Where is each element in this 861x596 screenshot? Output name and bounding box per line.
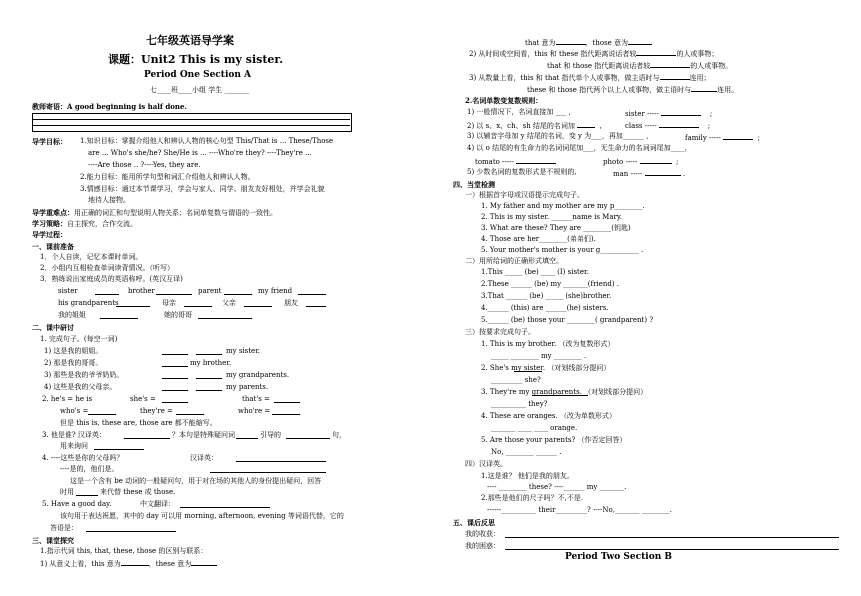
motto-divider <box>32 119 350 120</box>
vocab-blank[interactable] <box>184 299 214 310</box>
test-item: 3.That ______ (be) _____ (she)brother. <box>481 292 612 300</box>
motto-label: 教师寄语： <box>32 102 67 111</box>
plural-rule: 1) 一般情况下，名词直接加 ___ ， <box>467 108 576 116</box>
answer-blank[interactable] <box>196 383 224 394</box>
answer-blank[interactable] <box>162 371 190 382</box>
test-item: 3. What are these? They are ________(钥匙) <box>481 224 631 232</box>
plural-example: sister ----- ; <box>625 110 713 118</box>
test-item: ---- ________ these? ----______ my _______. <box>487 483 627 491</box>
question-4-answer: ----是的，他们是。 <box>60 465 119 473</box>
explore-text: that 和 those 指代距离说话者较 <box>547 62 651 70</box>
motto-text: A good beginning is half done. <box>67 102 187 111</box>
answer-blank[interactable] <box>94 442 146 453</box>
contraction-note: 但是 this is, these are, those are 都不能缩写。 <box>60 419 217 427</box>
question-4-label: 汉译英： <box>190 454 218 462</box>
answer-blank[interactable] <box>640 156 672 164</box>
test-item: 5. Your mother's mother is your g___________ . <box>481 246 644 254</box>
plural-rule: 3) 以辅音字母加 y 结尾的名词，变 y 为___，再加______ ， <box>467 132 653 140</box>
page-title: 七年级英语导学案 <box>146 34 234 47</box>
underline-mark <box>532 395 588 396</box>
prep-step: 1．个人自读，记忆本课时单词。 <box>40 253 143 261</box>
test-item: ------__________ their_________? ----No,_______ ________. <box>487 506 672 514</box>
answer-blank[interactable] <box>661 108 701 116</box>
explore-text: 3) 从数量上看，this 和 that 指代单个人或事物，做主语时与 <box>469 74 660 82</box>
vocab-item: 她的哥哥 <box>164 311 192 319</box>
plural-word: sister ----- <box>625 110 659 118</box>
contraction-item: 2. he's = he is <box>42 395 93 403</box>
plural-word: family ----- <box>685 134 721 142</box>
keypoints <box>32 208 277 218</box>
goals-label: 导学目标： <box>32 137 67 146</box>
test-item: 1.This _____ (be) ____ (I) sister. <box>481 268 589 276</box>
plural-rule: 2) 以 s、x、ch、sh 结尾的名词加 , <box>467 122 602 130</box>
answer-blank[interactable] <box>556 37 586 45</box>
plural-example <box>475 156 556 167</box>
answer-blank[interactable] <box>636 48 676 56</box>
answer-blank[interactable] <box>723 132 753 140</box>
explore-text: 连用； <box>689 74 711 82</box>
plural-example: class ----- ; <box>625 122 711 130</box>
reflection-gain-label: 我的收获： <box>465 530 500 538</box>
plural-rule: 5) 少数名词的复数形式是不规则的, <box>467 168 577 176</box>
prep-step: 3．熟练说出家庭成员的英语称呼。(英汉互译) <box>40 275 183 283</box>
goals-line: 地待人接物。 <box>88 196 130 204</box>
vocab-blank[interactable] <box>156 287 194 298</box>
test-part-title: 一）根据首字母或汉语提示完成句子。 <box>465 191 584 199</box>
strategy-label: 学习策略： <box>32 219 67 228</box>
answer-blank[interactable] <box>516 156 556 164</box>
test-part-title: 三）按要求完成句子。 <box>465 328 535 336</box>
test-item: 1.这是谁？ 他们是我的朋友。 <box>481 472 574 480</box>
reflection-gain-line[interactable] <box>505 537 839 538</box>
test-item: _____ ________ my ________ . <box>491 352 587 360</box>
goals-line: 2.能力目标：能用所学句型和词汇介绍他人和辨认人物。 <box>80 173 255 181</box>
motto-box <box>32 113 352 132</box>
explore-line <box>469 72 711 83</box>
answer-blank[interactable] <box>272 407 302 418</box>
answer-blank[interactable] <box>88 407 118 418</box>
class-info: 七____班____小组 学生 _______ <box>150 86 249 94</box>
explore-line <box>527 84 738 95</box>
contraction-item: who's = <box>60 407 89 415</box>
goals-line: ----Are those .. ?----Yes, they are. <box>88 161 201 169</box>
goals-line: are ... Who's she/he? She/He is ... ----Who're they? ----They're ... <box>88 149 312 157</box>
test-part-title: 二）用所给词的正确形式填空。 <box>465 257 563 265</box>
vocab-item: sister <box>58 287 78 295</box>
answer-blank[interactable] <box>162 383 190 394</box>
question-4: 4. ----这些是你的父母吗？ <box>42 454 124 462</box>
test-item: No, ________ ______ . <box>491 448 562 456</box>
section-2-title: 二、课中研讨 <box>32 323 74 332</box>
contraction-item: who're = <box>238 407 271 415</box>
answer-blank[interactable] <box>274 395 302 406</box>
plural-example: photo ----- ; <box>603 158 679 166</box>
answer-blank[interactable] <box>176 407 206 418</box>
reflection-confusion-label: 我的困惑： <box>465 542 500 550</box>
reflection-confusion-line[interactable] <box>505 549 839 550</box>
plural-rule-text: 2) 以 s、x、ch、sh 结尾的名词加 <box>467 122 575 130</box>
strategy <box>32 219 137 229</box>
explore-text: 的人或事物。 <box>690 62 733 70</box>
vocab-item: parent <box>198 287 222 295</box>
goals-line: 1.知识目标：掌握介绍他人和辨认人物的核心句型 This/That is ... These/Those <box>80 137 334 145</box>
exercise-instruction: 1. 完成句子。(每空一词) <box>40 335 118 343</box>
explore-line <box>525 37 652 48</box>
question-3-text: 句， <box>332 431 346 439</box>
test-item: 5. Are those your parents? （作否定回答） <box>481 436 627 444</box>
explore-text: 1) 从意义上看，this 意为 <box>40 560 121 568</box>
exercise-item-en: my sister. <box>226 347 260 355</box>
test-item: 5.______ (be) those your ________( grandparent) ? <box>481 316 654 324</box>
note-text: 时用 <box>60 488 74 496</box>
vocab-item: 我的姐姐 <box>58 311 86 319</box>
motto-divider <box>32 125 350 126</box>
explore-question: 1.指示代词 this, that, these, those 的区别与联系： <box>40 547 208 555</box>
goals-line: 3.情感目标：通过本节课学习，学会与家人、同学、朋友友好相处，并学会礼貌 <box>80 185 325 193</box>
plural-word: man ----- <box>613 170 643 178</box>
topic-text: Unit2 This is my sister. <box>141 53 284 66</box>
vocab-blank[interactable] <box>100 311 140 322</box>
vocab-blank[interactable] <box>244 299 274 310</box>
plural-word: tomato ----- <box>475 158 514 166</box>
exercise-item-cn: 4) 这些是我的父母亲。 <box>44 383 117 391</box>
exercise-item-en: my grandparents. <box>226 371 290 379</box>
plural-rules-title: 2.名词单数变复数规则： <box>465 96 543 105</box>
exercise-item-cn: 3) 那些是我的爷爷奶奶。 <box>44 371 124 379</box>
exercise-item-en: my parents. <box>226 383 269 391</box>
explore-text: ，those 意为 <box>585 39 629 47</box>
answer-blank[interactable] <box>162 395 190 406</box>
contraction-item: they're = <box>140 407 173 415</box>
keypoints-text: 用正确的词汇和句型说明人物关系；名词单复数与谓语的一致性。 <box>74 209 277 217</box>
test-item: 4. Those are her________(弟弟们). <box>481 235 596 243</box>
question-3: 3. 他是谁? 汉译英： <box>42 431 106 439</box>
teacher-motto <box>32 102 187 111</box>
contraction-item: she's = <box>130 395 156 403</box>
explore-text: 连用。 <box>717 86 739 94</box>
note-text: 答语是： <box>50 524 78 532</box>
test-item: 2.那些是他们的尺子吗？不,不是. <box>481 494 584 502</box>
vocab-item: 朋友 <box>284 299 298 307</box>
explore-line <box>547 60 732 71</box>
test-item: 4.______ (this) are ______(he) sisters. <box>481 304 609 312</box>
test-item: 1. My father and my mother are my p________. <box>481 202 645 210</box>
test-item: _________ she? <box>491 376 541 384</box>
topic-label: 课题： <box>108 53 141 66</box>
process-label: 导学过程： <box>32 230 67 239</box>
exercise-item-cn: 2) 那是我的哥哥。 <box>44 359 103 367</box>
period-two-heading: Period Two Section B <box>565 552 673 562</box>
note-text: 该句用于表达祝愿，其中的 day 可以用 morning, afternoon, evening 等词语代替，它的 <box>60 512 344 520</box>
topic-line <box>108 53 283 66</box>
prep-step: 2．小组内互相检查单词读背情况。（听写） <box>40 264 174 272</box>
answer-blank[interactable] <box>236 454 328 465</box>
test-item: _______ ____ ____ orange. <box>491 424 578 432</box>
vocab-blank[interactable] <box>298 287 328 298</box>
answer-blank[interactable] <box>210 465 328 476</box>
vocab-blank[interactable] <box>198 311 254 322</box>
test-item: 3. They're my grandparents. （对划线部分提问） <box>481 388 648 396</box>
vocab-item: his grandparents <box>58 299 119 307</box>
explore-text: that 意为 <box>525 39 556 47</box>
answer-blank[interactable] <box>660 72 690 80</box>
test-item: 4. These are oranges. （改为单数形式） <box>481 412 616 420</box>
plural-word: class ----- <box>625 122 657 130</box>
question-3-text: 引导的 <box>260 431 281 439</box>
question-5: 5. Have a good day. <box>42 500 112 508</box>
vocab-item: 父亲 <box>222 299 236 307</box>
answer-blank[interactable] <box>577 120 595 128</box>
test-item: 2. She's my sister. （对划线部分提问） <box>481 364 611 372</box>
explore-line <box>40 558 217 569</box>
answer-blank[interactable] <box>121 558 149 566</box>
keypoints-label: 导学重难点： <box>32 208 74 217</box>
explore-text: these 和 those 指代两个以上人或事物，做主语时与 <box>527 86 692 94</box>
test-item: 2. This is my sister. ______name is Mary. <box>481 213 623 221</box>
plural-word: photo ----- <box>603 158 638 166</box>
plural-rule: 4) 以 o 结尾的有生命力的名词词尾加___，无生命力的名词词尾加____， <box>467 144 692 152</box>
answer-blank[interactable] <box>645 168 681 176</box>
vocab-blank[interactable] <box>224 287 254 298</box>
note-text: 这是一个含有 be 动词的一般疑问句，用于对在场的其他人的身份提出疑问，回答 <box>70 477 322 485</box>
vocab-blank[interactable] <box>116 299 152 310</box>
answer-blank[interactable] <box>659 120 699 128</box>
answer-blank[interactable] <box>124 431 172 442</box>
answer-blank[interactable] <box>191 558 217 566</box>
explore-text: 的人或事物； <box>676 50 719 58</box>
explore-line <box>469 48 718 59</box>
answer-blank[interactable] <box>86 524 178 535</box>
answer-blank[interactable] <box>180 500 272 511</box>
note-text: 来代替 these 或 those. <box>100 488 176 496</box>
test-item: 1. This is my brother. （改为复数形式） <box>481 340 615 348</box>
plural-example: man ----- . <box>613 170 686 178</box>
section-1-title: 一、课前准备 <box>32 242 74 251</box>
answer-blank[interactable] <box>650 60 690 68</box>
explore-text: ，these 意为 <box>148 560 192 568</box>
answer-blank[interactable] <box>691 84 717 92</box>
answer-blank[interactable] <box>628 37 652 45</box>
vocab-item: brother <box>128 287 155 295</box>
section-5-title: 五、课后反思 <box>453 518 495 527</box>
question-3-text: 用来询问 <box>60 442 88 450</box>
question-3-text: ？本句是特殊疑问词 <box>172 431 235 439</box>
section-3-title: 三、课堂探究 <box>32 536 74 545</box>
explore-text: 2) 从时间或空间看，this 和 these 指代距离说话者较 <box>469 50 637 58</box>
underline-mark <box>514 371 542 372</box>
answer-blank[interactable] <box>196 371 224 382</box>
test-part-title: 四）汉译英。 <box>465 460 507 468</box>
exercise-item-cn: 1) 这是我的姐姐。 <box>44 347 103 355</box>
vocab-item: my friend <box>258 287 293 295</box>
answer-blank[interactable] <box>162 347 190 358</box>
answer-blank[interactable] <box>196 347 224 358</box>
answer-blank[interactable] <box>76 488 100 499</box>
answer-blank[interactable] <box>236 431 260 442</box>
vocab-item: 母亲 <box>162 299 176 307</box>
answer-blank[interactable] <box>162 359 190 370</box>
section-4-title: 四、当堂检测 <box>453 180 495 189</box>
test-item: __________ they? <box>491 400 548 408</box>
exercise-item-en: my brother. <box>190 359 232 367</box>
answer-blank[interactable] <box>286 431 332 442</box>
test-item: 2.These ______ (be) my _______(friend) . <box>481 280 620 288</box>
vocab-blank[interactable] <box>306 299 328 310</box>
strategy-text: 自主探究，合作交流。 <box>67 220 137 228</box>
vocab-blank[interactable] <box>95 287 120 298</box>
question-5-label: 中文翻译： <box>140 500 175 508</box>
contraction-item: that's = <box>242 395 270 403</box>
period-heading: Period One Section A <box>144 70 252 80</box>
plural-example: family ----- ; <box>685 134 760 142</box>
